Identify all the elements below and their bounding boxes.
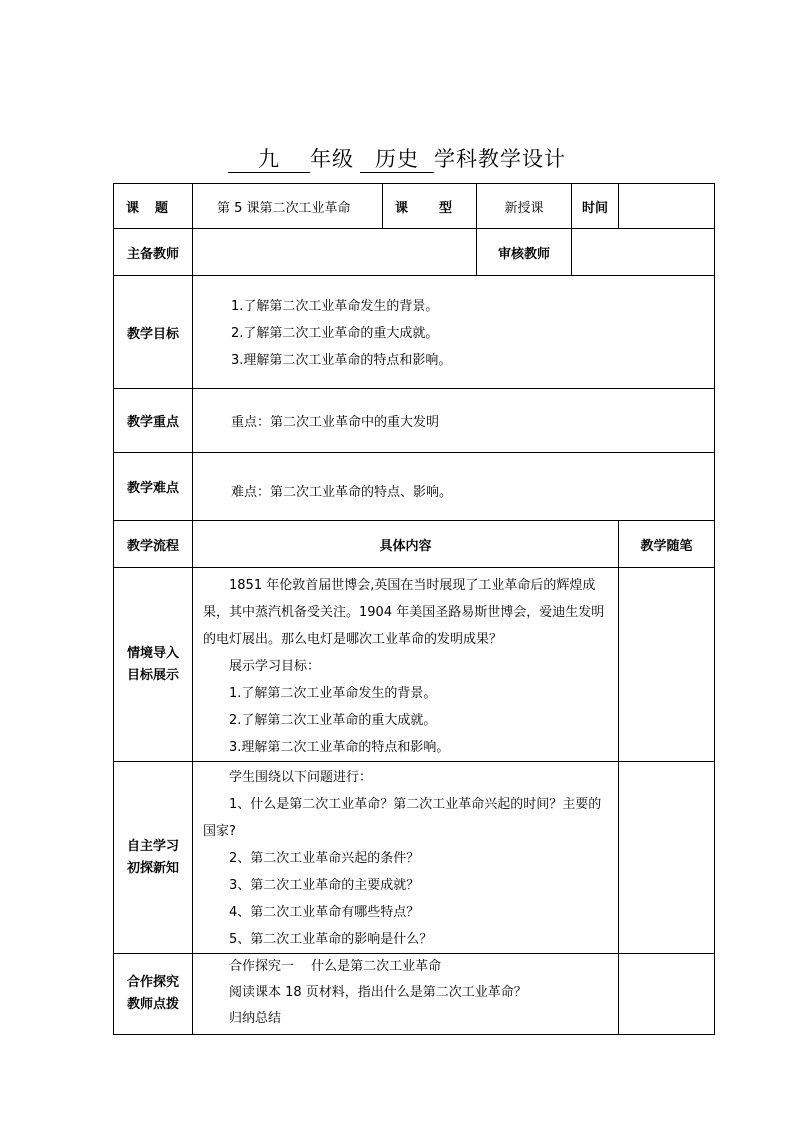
focus-label: 教学重点 [114,389,193,453]
section-notes [619,568,715,762]
reviewer-label: 审核教师 [477,229,572,276]
goals-label: 教学目标 [114,276,193,389]
section-label: 情境导入 目标展示 [114,568,193,762]
row-section-coop [114,954,715,1035]
question-item: 2、第二次工业革命兴起的条件？ [229,851,420,866]
difficulty-content: 难点：第二次工业革命的特点、影响。 [193,453,715,521]
row-section-intro [114,568,715,762]
row-teachers [114,229,715,276]
row-difficulty [114,453,715,521]
content-header: 具体内容 [193,521,619,568]
section-label: 合作探究 教师点拨 [114,954,193,1035]
row-focus [114,389,715,453]
subject-blank: 历史 [360,146,434,173]
lesson-title-value: 第 5 课第二次工业革命 [193,184,383,229]
row-flow-header [114,521,715,568]
row-goals [114,276,715,389]
question-item: 1、什么是第二次工业革命？第二次工业革命兴起的时间？主要的国家? [203,797,602,839]
notes-header: 教学随笔 [619,521,715,568]
lesson-title-label-cell: 课 题 [114,184,193,229]
time-label: 时间 [572,184,619,229]
lesson-type-value: 新授课 [477,184,572,229]
reviewer-value [572,229,715,276]
lesson-type-label-cell: 课 型 [383,184,477,229]
subject-label: 学科教学设计 [434,147,566,171]
time-value [619,184,715,229]
section-notes [619,762,715,954]
question-item: 4、第二次工业革命有哪些特点？ [229,905,420,920]
row-lesson-info [114,184,715,229]
question-item: 5、第二次工业革命的影响是什么？ [229,932,433,947]
intro-paragraph: 1851 年伦敦首届世博会,英国在当时展现了工业革命后的辉煌成果，其中蒸汽机备受关注。1904 年美国圣路易斯世博会，爱迪生发明的电灯展出。那么电灯是哪次工业革命的发明成果？ [203,578,605,647]
section-label: 自主学习 初探新知 [114,762,193,954]
goal-item: 3.理解第二次工业革命的特点和影响。 [231,352,452,368]
row-section-selfstudy [114,762,715,954]
difficulty-label: 教学难点 [114,453,193,521]
focus-content: 重点：第二次工业革命中的重大发明 [193,389,715,453]
question-item: 3、第二次工业革命的主要成就？ [229,878,420,893]
goal-item: 1.了解第二次工业革命发生的背景。 [231,298,439,314]
grade-blank: 九 [228,146,310,173]
lesson-plan-table [113,183,715,1035]
lead-teacher-value [193,229,477,276]
goals-content [193,276,715,389]
goal-item: 2.了解第二次工业革命的重大成就。 [231,325,439,341]
section-content: 学生围绕以下问题进行： 1、什么是第二次工业革命？第二次工业革命兴起的时间？主要的国家? 2、第二次工业革命兴起的条件？ 3、第二次工业革命的主要成就？ 4、第二次工业革命有哪些特点？ 5、第二次工业革命的影响是什么？ [193,762,619,954]
section-content: 合作探究一 什么是第二次工业革命 阅读课本 18 页材料，指出什么是第二次工业革命？ 归纳总结 [193,954,619,1035]
flow-label: 教学流程 [114,521,193,568]
lead-teacher-label: 主备教师 [114,229,193,276]
grade-label: 年级 [310,147,354,171]
document-title [0,146,794,173]
section-content: 1851 年伦敦首届世博会,英国在当时展现了工业革命后的辉煌成果，其中蒸汽机备受关注。1904 年美国圣路易斯世博会，爱迪生发明的电灯展出。那么电灯是哪次工业革命的发明成果？ 展示学习目标： 1.了解第二次工业革命发生的背景。 2.了解第二次工业革命的重大成就。 3.理解第二次工业革命的特点和影响。 [193,568,619,762]
section-notes [619,954,715,1035]
